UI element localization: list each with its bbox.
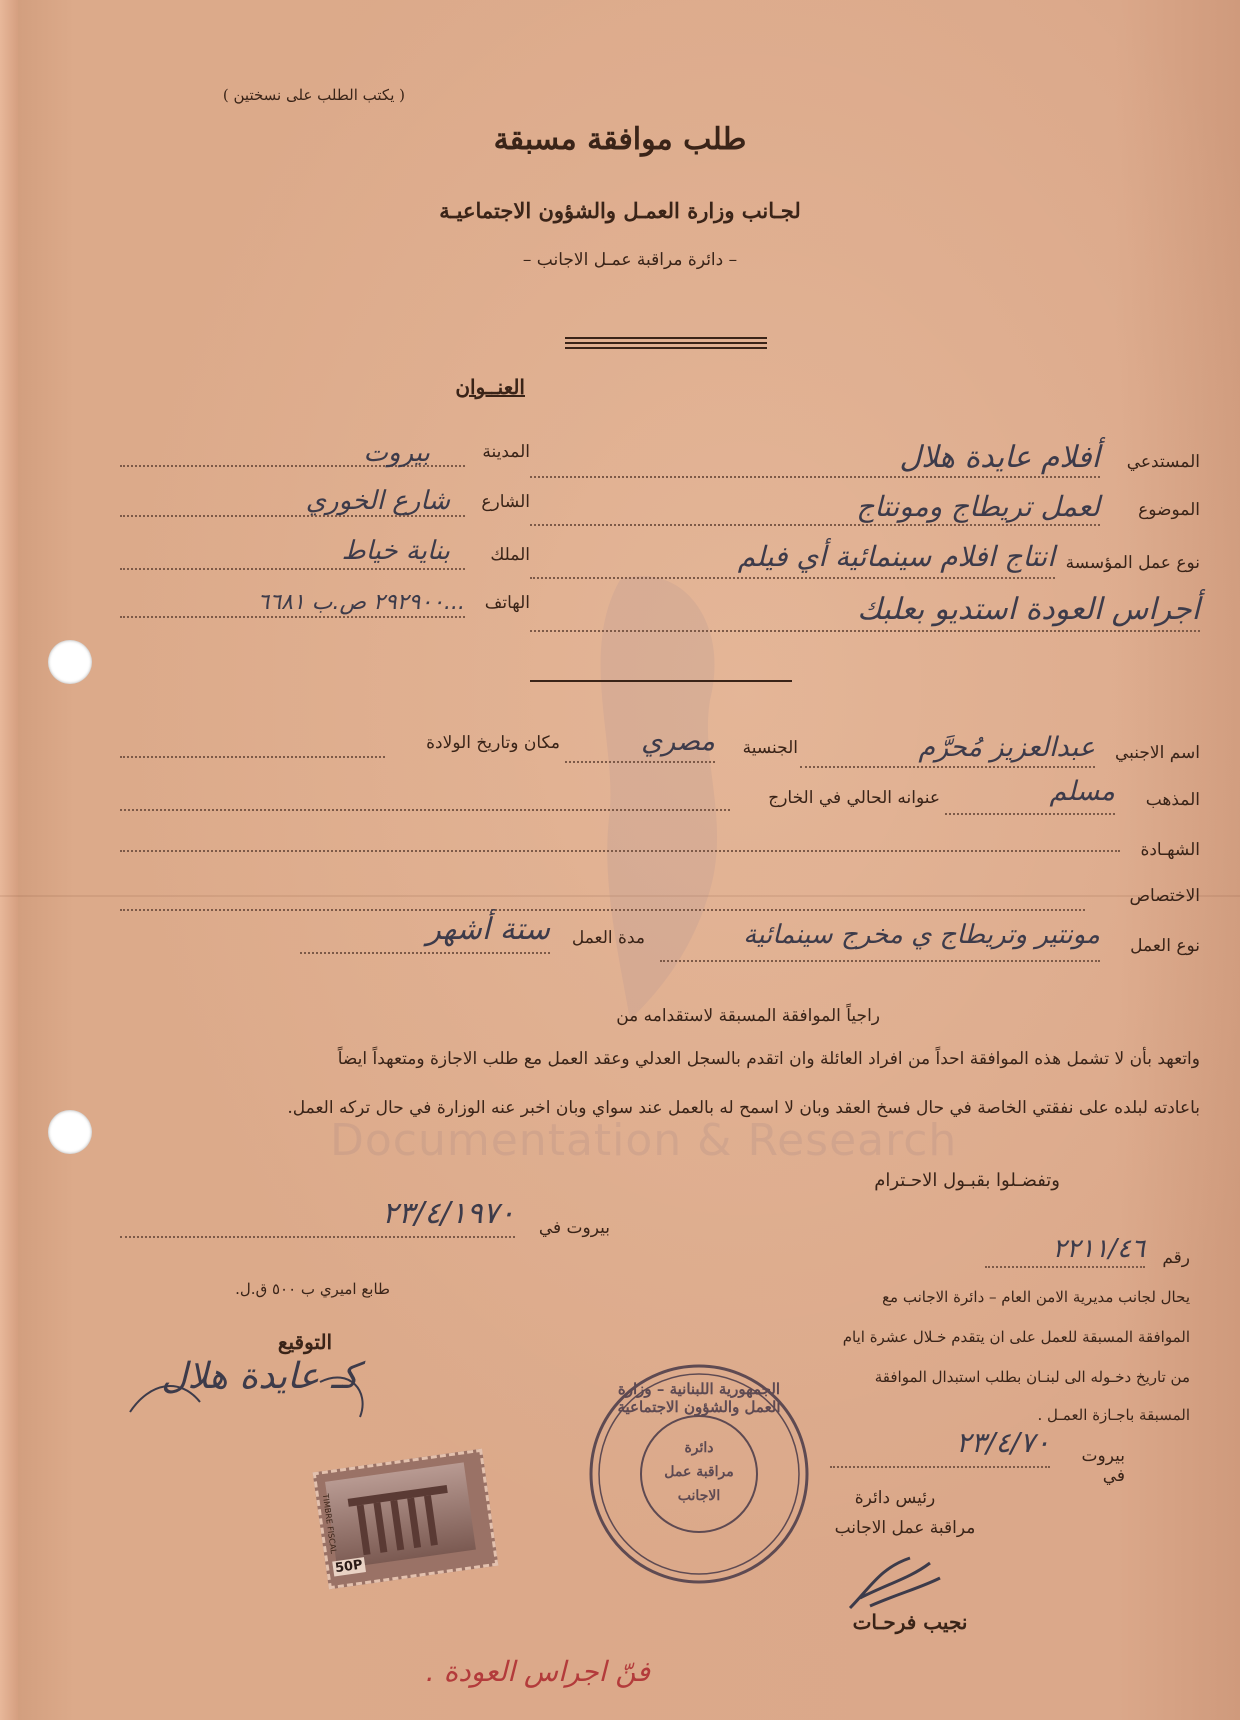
section-divider <box>530 680 792 682</box>
addressee: لجـانب وزارة العمـل والشؤون الاجتماعيـة <box>439 198 801 223</box>
ministry-line-3: من تاريخ دخـوله الى لبنـان بطلب استبدال الموافقة <box>874 1368 1190 1386</box>
seal-outer-text: الجمهورية اللبنانية – وزارة العمل والشؤون الاجتماعية <box>617 1380 781 1416</box>
applicant-signature: كـ عايدة هلال <box>161 1356 359 1397</box>
address-heading: العنــوان <box>455 375 525 399</box>
foreigner-name-line <box>800 766 1095 768</box>
religion-value: مسلم <box>1049 776 1115 807</box>
abroad-address-line <box>120 809 730 811</box>
business-type-continued: أجراس العودة استديو بعلبك <box>857 592 1200 627</box>
abroad-address-line-2 <box>120 850 1120 852</box>
religion-line <box>945 813 1115 815</box>
number-label: رقم <box>1162 1248 1190 1268</box>
form-title: طلب موافقة مسبقة <box>493 122 747 157</box>
business-type-label: نوع عمل المؤسسة <box>1065 553 1200 573</box>
business-type-line-2 <box>530 630 1200 632</box>
street-label: الشارع <box>481 492 530 512</box>
fiscal-stamp <box>313 1449 499 1590</box>
duration-line <box>300 952 550 954</box>
duration-value: ستة أشهر <box>426 912 550 947</box>
declaration-line-2: باعادته لبلده على نفقتي الخاصة في حال فسخ العقد وبان لا اسمح له بالعمل عند سواي وبان اخبر عنه الوزارة في حال تركه العمل. <box>287 1098 1200 1118</box>
business-type-line <box>530 577 1055 579</box>
closing-phrase: وتفضـلوا بقبـول الاحـترام <box>874 1170 1060 1191</box>
property-value: بناية خياط <box>341 536 450 566</box>
nationality-label: الجنسية <box>742 738 798 758</box>
ministry-date-value: ٢٣/٤/٧٠ <box>955 1426 1050 1459</box>
seal-inner-line-2: مراقبة عمل <box>664 1464 734 1480</box>
chief-signature <box>840 1548 950 1618</box>
specialty-label: الاختصاص <box>1129 886 1200 906</box>
foreigner-name-label: اسم الاجنبي <box>1114 743 1200 763</box>
foreigner-name-value: عبدالعزيز مُحرَّم <box>918 732 1095 763</box>
chief-title-1: رئيس دائرة <box>854 1488 936 1508</box>
nationality-line <box>565 761 715 763</box>
ministry-line-1: يحال لجانب مديرية الامن العام – دائرة الاجانب مع <box>882 1288 1190 1306</box>
place-date-line <box>120 1236 515 1238</box>
ministry-date-line <box>830 1466 1050 1468</box>
job-type-label: نوع العمل <box>1130 936 1200 956</box>
nationality-value: مصري <box>641 726 715 757</box>
applicant-label: المستدعي <box>1126 452 1200 472</box>
request-line: راجياً الموافقة المسبقة لاستقدامه من <box>616 1006 880 1026</box>
subject-line <box>530 524 1100 526</box>
header-rule <box>565 342 767 344</box>
number-line <box>985 1266 1145 1268</box>
signature-stroke <box>120 1362 380 1432</box>
header-rule <box>565 337 767 339</box>
signature-label: التوقيع <box>277 1330 333 1354</box>
applicant-line <box>530 476 1100 478</box>
punch-hole-top <box>48 640 92 684</box>
phone-line <box>120 616 465 618</box>
city-value: بيروت <box>363 438 430 468</box>
phone-value: ...٢٩٢٩٠٠ ص.ب ٦٦٨١ <box>257 590 465 615</box>
city-label: المدينة <box>482 442 530 462</box>
fiscal-stamp-value: 50P <box>334 1557 364 1577</box>
subject-value: لعمل تريطاج ومونتاج <box>856 490 1100 523</box>
property-line <box>120 568 465 570</box>
fiscal-stamp-image <box>325 1462 476 1569</box>
chief-title-2: مراقبة عمل الاجانب <box>834 1518 976 1538</box>
declaration-line-1: واتعهد بأن لا تشمل هذه الموافقة احداً من افراد العائلة وان اتقدم بالسجل العدلي وعقد العمل مع طلب الاجازة ومتعهداً ايضاً <box>337 1049 1200 1069</box>
department: – دائرة مراقبة عمـل الاجانب – <box>522 250 738 270</box>
job-type-line <box>660 960 1100 962</box>
watermark-text: Documentation & Research <box>330 1115 958 1166</box>
duration-label: مدة العمل <box>571 928 645 948</box>
applicant-date-value: ٢٣/٤/١٩٧٠ <box>381 1196 515 1231</box>
number-value: ٢٢١١/٤٦ <box>1052 1234 1145 1264</box>
punch-hole-bottom <box>48 1110 92 1154</box>
chief-name: نجيب فرحـات <box>852 1610 968 1634</box>
ministry-date-label: بيروت في <box>1081 1446 1125 1486</box>
place-date-label: بيروت في <box>538 1218 610 1238</box>
specialty-line <box>120 909 1085 911</box>
ministry-line-2: الموافقة المسبقة للعمل على ان يتقدم خـلال عشرة ايام <box>842 1328 1190 1346</box>
certificate-label: الشهـادة <box>1140 840 1200 860</box>
religion-label: المذهب <box>1145 790 1200 810</box>
header-rule <box>565 347 767 349</box>
street-value: شارع الخوري <box>305 486 450 516</box>
phone-label: الهاتف <box>484 593 530 613</box>
subject-label: الموضوع <box>1138 500 1200 520</box>
ministry-line-4: المسبقة باجـازة العمـل . <box>1037 1406 1190 1424</box>
abroad-address-label: عنوانه الحالي في الخارج <box>768 788 940 808</box>
birth-line <box>120 756 385 758</box>
birth-label: مكان وتاريخ الولادة <box>426 733 560 753</box>
property-label: الملك <box>490 545 530 565</box>
official-seal <box>585 1360 813 1588</box>
copies-note: ( يكتب الطلب على نسختين ) <box>222 86 405 104</box>
paper-edge <box>0 0 18 1720</box>
footer-annotation: فنّ اجراس العودة . <box>425 1655 650 1688</box>
seal-inner-line-1: دائرة <box>684 1440 714 1456</box>
seal-inner-line-3: الاجانب <box>677 1488 721 1504</box>
applicant-value: أفلام عايدة هلال <box>899 440 1100 475</box>
job-type-value: مونتير وتريطاج ي مخرج سينمائية <box>743 920 1100 950</box>
baalbek-columns-icon <box>325 1462 476 1569</box>
stamp-fee-note: طابع اميري ب ٥٠٠ ق.ل. <box>235 1280 390 1298</box>
fiscal-stamp-caption: TIMBRE FISCAL <box>320 1493 339 1555</box>
business-type-value: انتاج افلام سينمائية أي فيلم <box>737 540 1055 573</box>
